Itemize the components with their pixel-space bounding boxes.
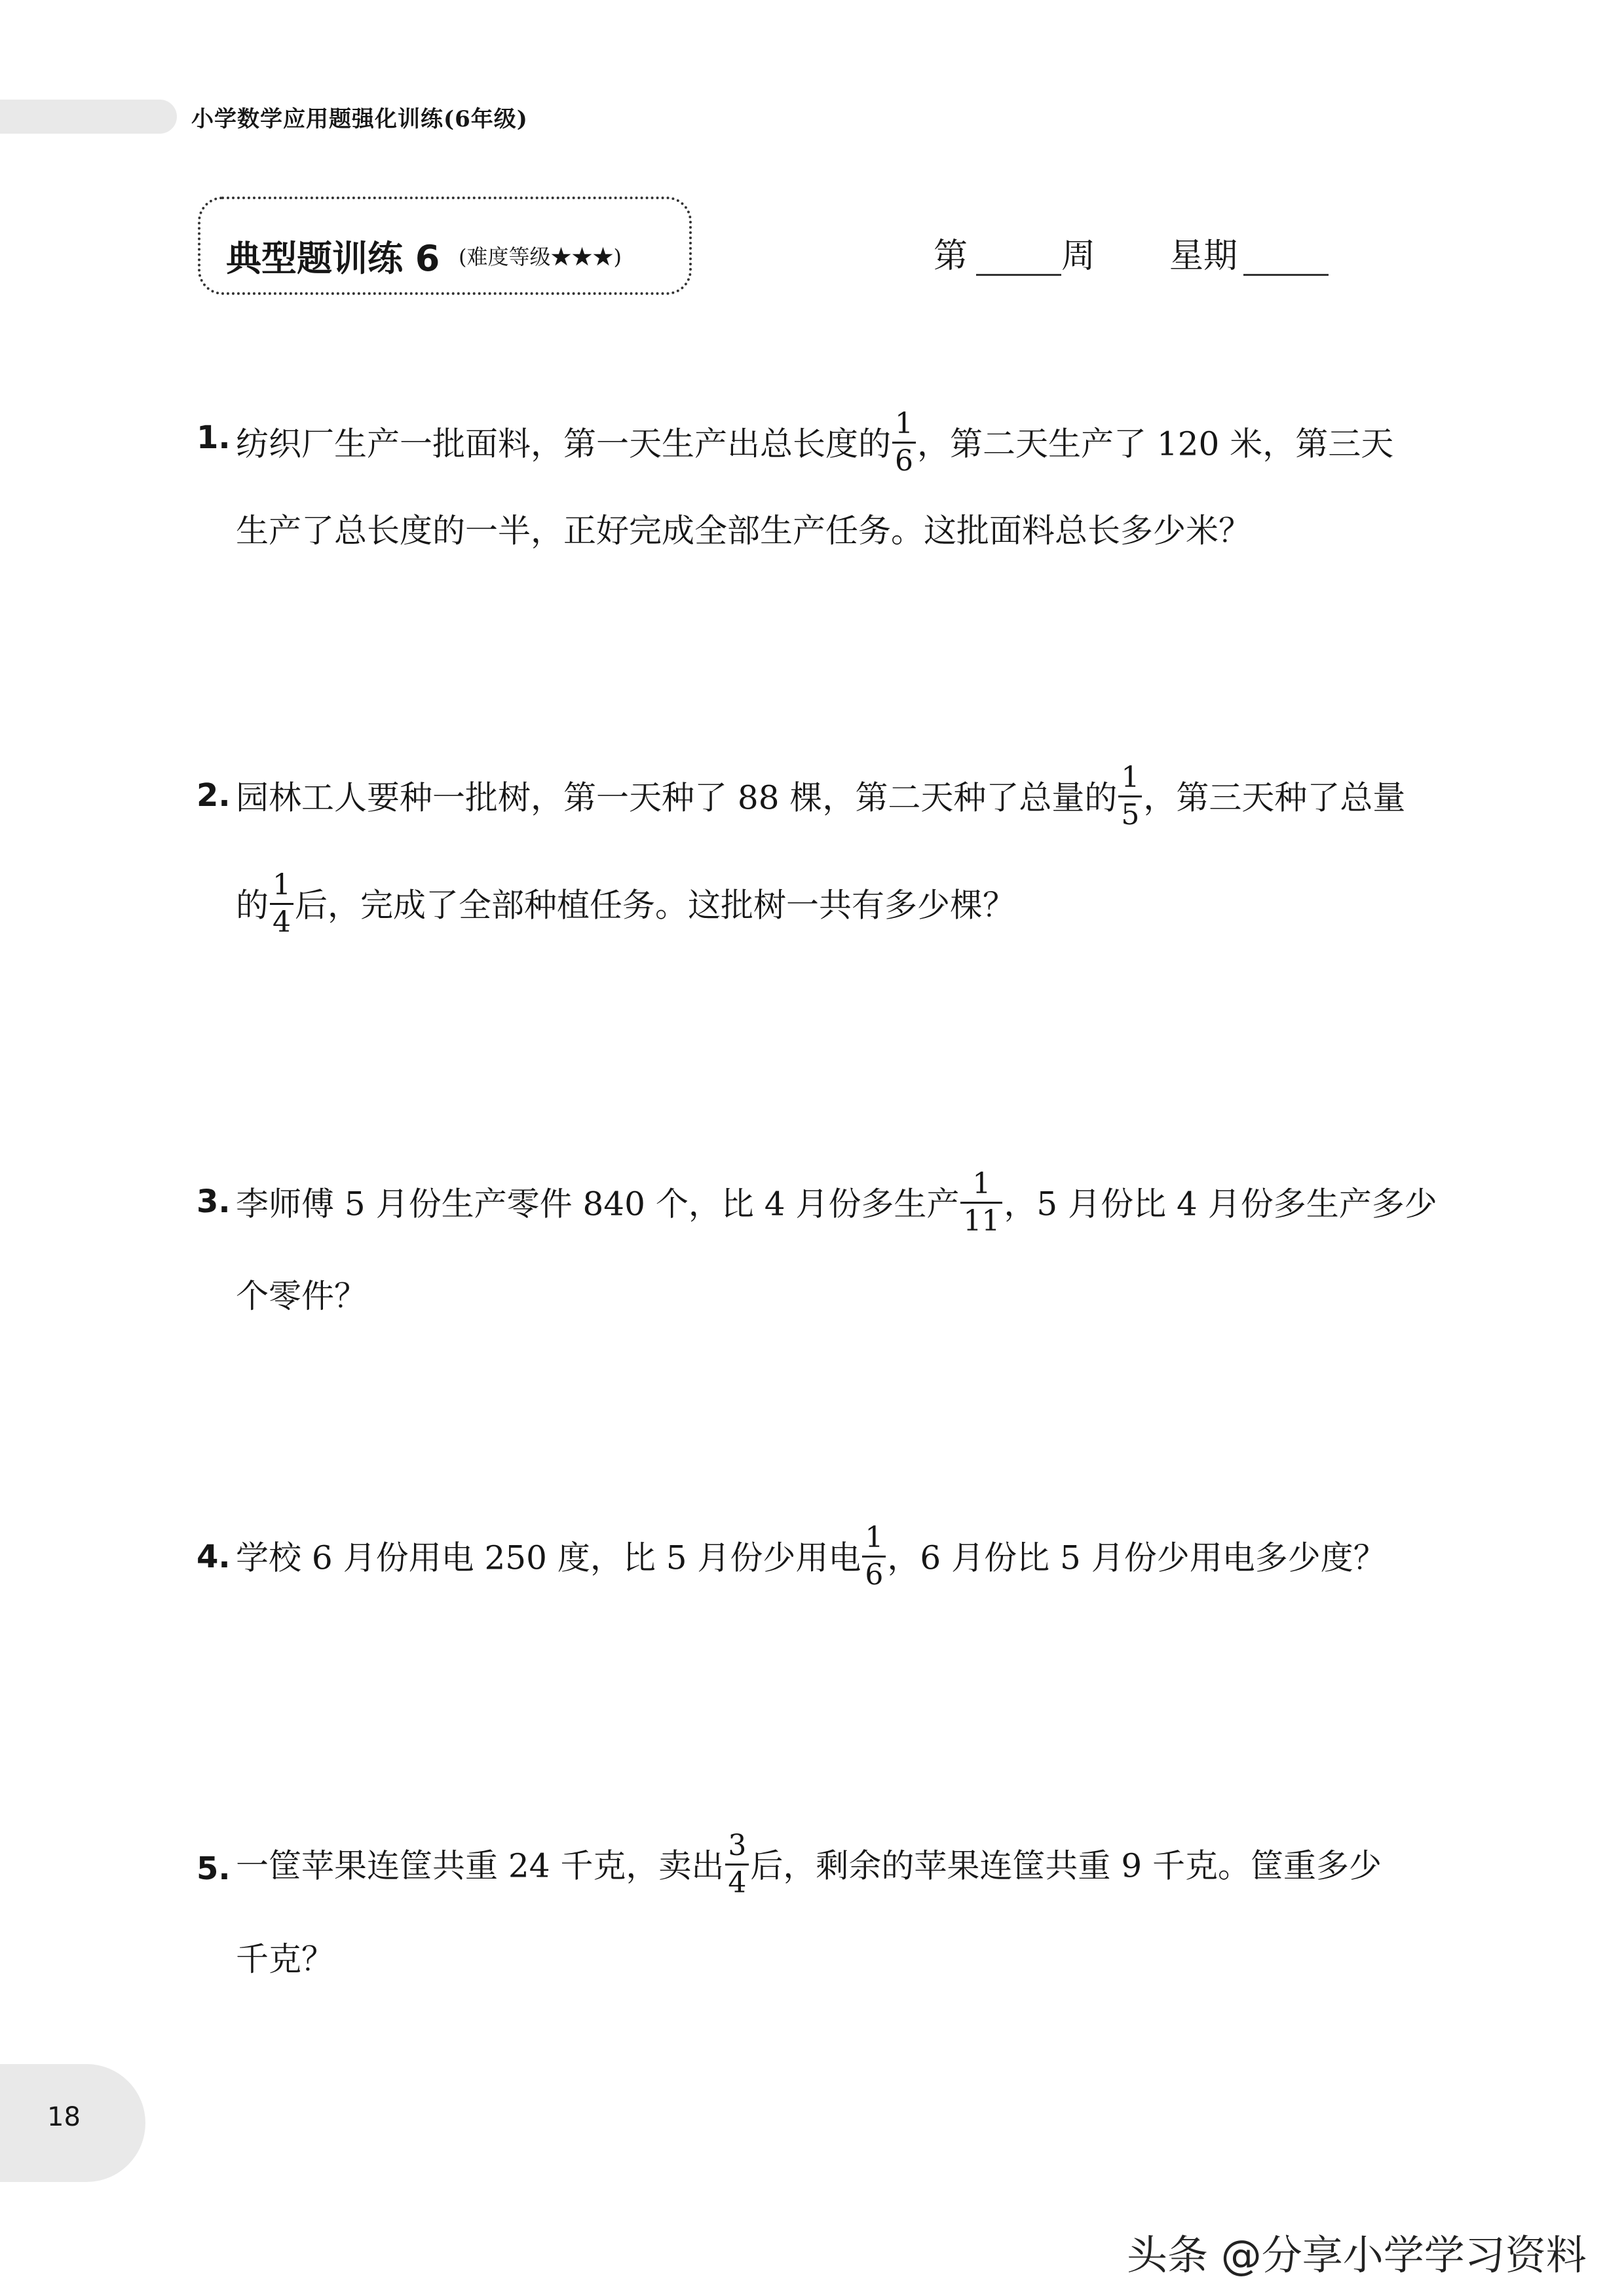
fraction-denominator: 6 — [865, 1558, 884, 1592]
problem-text: 个零件？ — [236, 1277, 367, 1315]
week-blank[interactable] — [976, 274, 1061, 276]
problem-number: 3. — [197, 1183, 231, 1220]
problem-text: 千克？ — [236, 1940, 334, 1978]
problem-line — [236, 1167, 1437, 1240]
week-suffix: 周 — [1061, 237, 1096, 276]
fraction-denominator: 11 — [963, 1204, 1000, 1238]
problem-text: ，6 月份比 5 月份少用电多少度？ — [887, 1539, 1386, 1577]
fraction-denominator: 4 — [728, 1866, 747, 1900]
problem-text: ，第三天种了总量 — [1143, 778, 1406, 817]
weekday-label: 星期 — [1169, 237, 1238, 276]
fraction — [1118, 763, 1142, 830]
problem-line — [236, 761, 1406, 834]
fraction-numerator: 1 — [862, 1523, 886, 1558]
fraction-numerator: 1 — [1118, 763, 1142, 797]
problem-text: ，第二天生产了 120 米，第三天 — [917, 425, 1394, 463]
weekday-blank[interactable] — [1243, 274, 1329, 276]
problem-text: 学校 6 月份用电 250 度，比 5 月份少用电 — [236, 1539, 861, 1577]
problem-text: 李师傅 5 月份生产零件 840 个，比 4 月份多生产 — [236, 1185, 960, 1223]
problem-number: 4. — [197, 1539, 231, 1575]
fraction-numerator: 1 — [270, 870, 293, 905]
problem-line — [236, 505, 1251, 552]
problem-line — [236, 868, 1015, 942]
fraction — [960, 1169, 1002, 1236]
fraction-denominator: 4 — [273, 906, 291, 940]
problem-text: 园林工人要种一批树，第一天种了 88 棵，第二天种了总量的 — [236, 778, 1118, 817]
problem-line — [236, 1521, 1386, 1594]
fraction — [862, 1523, 886, 1590]
fraction-denominator: 6 — [895, 444, 913, 478]
problem-number: 1. — [197, 419, 231, 456]
difficulty-level: (难度等级★★★) — [459, 244, 622, 269]
problem-text: ，5 月份比 4 月份多生产多少 — [1004, 1185, 1437, 1223]
problem-text: 纺织厂生产一批面料，第一天生产出总长度的 — [236, 425, 891, 463]
fraction-numerator: 3 — [725, 1831, 749, 1866]
fraction-numerator: 1 — [892, 409, 916, 444]
problem-number: 2. — [197, 777, 231, 814]
header-bar — [0, 100, 177, 134]
problem-text: 的 — [236, 886, 269, 925]
problem-text: 一筐苹果连筐共重 24 千克，卖出 — [236, 1846, 725, 1885]
fraction — [725, 1831, 749, 1898]
problem-text: 生产了总长度的一半，正好完成全部生产任务。这批面料总长多少米？ — [236, 512, 1251, 550]
book-title: 小学数学应用题强化训练(6年级) — [191, 106, 528, 132]
problem-line — [236, 1270, 367, 1317]
fraction — [892, 409, 916, 476]
week-prefix: 第 — [934, 237, 968, 276]
problem-number: 5. — [197, 1850, 231, 1887]
fraction — [270, 870, 293, 938]
fraction-numerator: 1 — [960, 1169, 1002, 1204]
problem-line — [236, 1933, 334, 1980]
problem-text: 后，完成了全部种植任务。这批树一共有多少棵？ — [295, 886, 1015, 925]
section-title: 典型题训练 6 — [226, 238, 440, 279]
problem-line — [236, 1829, 1382, 1902]
fraction-denominator: 5 — [1121, 798, 1140, 832]
watermark: 头条 @分享小学学习资料 — [1127, 2231, 1587, 2279]
page-number: 18 — [47, 2102, 81, 2132]
problem-line — [236, 407, 1394, 480]
problem-text: 后，剩余的苹果连筐共重 9 千克。筐重多少 — [750, 1846, 1382, 1885]
